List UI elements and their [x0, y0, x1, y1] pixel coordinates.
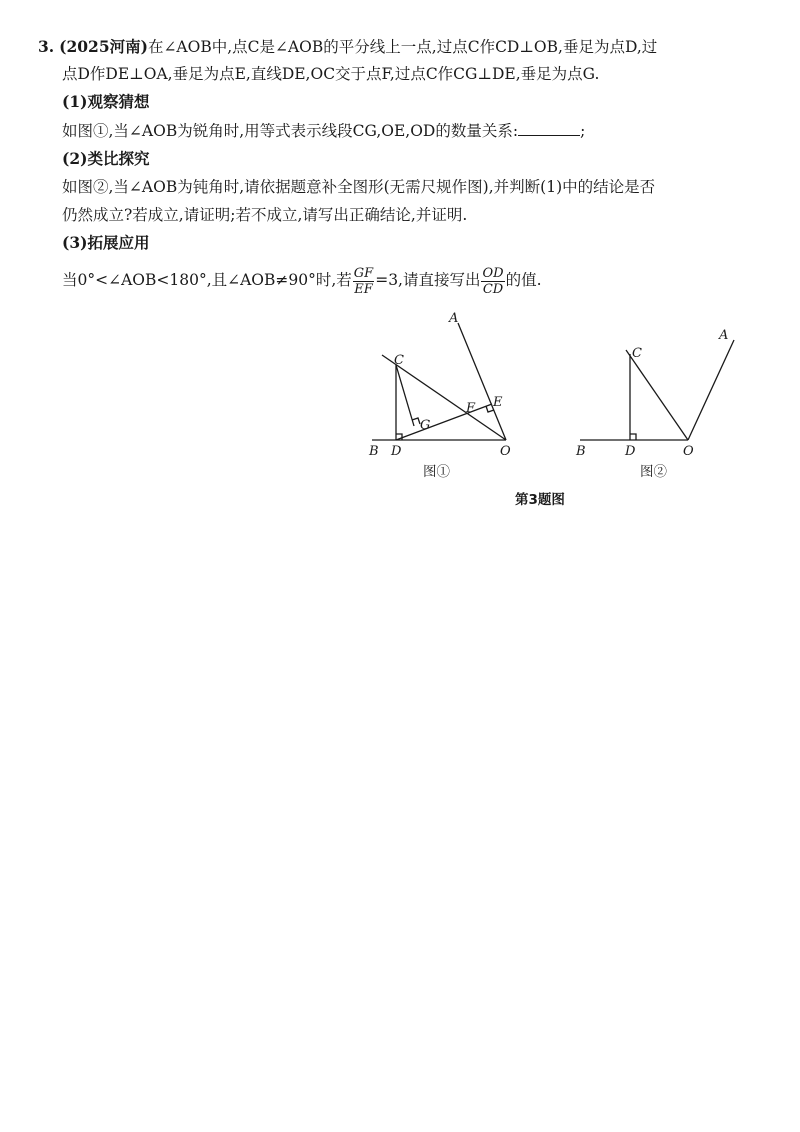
part3-prefix: 当0°<∠AOB<180°,且∠AOB≠90°时,若 — [62, 271, 352, 289]
fig1-segment-cg — [396, 365, 414, 426]
fig1-label-g: G — [420, 418, 431, 433]
problem-source: (2025河南) — [59, 37, 148, 56]
fig1-label-d: D — [391, 444, 402, 459]
fig1-ray-oa — [458, 323, 506, 440]
fig1-caption: 图① — [423, 464, 450, 480]
fig1-label-a: A — [449, 311, 459, 326]
fig1-label-c: C — [394, 353, 404, 368]
fig2-label-o: O — [683, 444, 694, 459]
part1-text: 如图①,当∠AOB为锐角时,用等式表示线段CG,OE,OD的数量关系: — [62, 122, 519, 140]
fraction-denominator: EF — [354, 281, 373, 297]
fig2-ray-oa — [688, 340, 734, 440]
part3-mid: =3,请直接写出 — [375, 271, 481, 289]
part1-title: (1)观察猜想 — [62, 92, 150, 111]
problem-number: 3. — [38, 37, 55, 56]
fig2-line-oc — [626, 350, 688, 440]
figure1-diagram — [372, 323, 506, 440]
figure-caption: 第3题图 — [515, 492, 565, 508]
fraction-numerator: GF — [353, 265, 374, 281]
fraction-numerator: OD — [482, 265, 504, 281]
geometry-figures — [0, 0, 800, 520]
fig1-label-e: E — [493, 395, 503, 410]
figure2-diagram — [580, 340, 734, 440]
fig1-label-o: O — [500, 444, 511, 459]
fig2-label-b: B — [576, 444, 586, 459]
fig2-label-c: C — [632, 346, 642, 361]
part2-line1: 如图②,当∠AOB为钝角时,请依据题意补全图形(无需尺规作图),并判断(1)中的结论是否 — [62, 178, 656, 196]
problem-stem-line2: 点D作DE⊥OA,垂足为点E,直线DE,OC交于点F,过点C作CG⊥DE,垂足为点G. — [62, 65, 600, 83]
fig2-label-a: A — [719, 328, 729, 343]
part1-end: ; — [580, 122, 586, 140]
fig1-segment-de — [396, 404, 492, 440]
part2-title: (2)类比探究 — [62, 149, 150, 168]
fig1-label-f: F — [466, 401, 476, 416]
fig2-right-angle-d — [630, 434, 636, 440]
part3-suffix: 的值. — [505, 271, 542, 289]
fraction-denominator: CD — [482, 281, 504, 297]
stem-text-1: 在∠AOB中,点C是∠AOB的平分线上一点,过点C作CD⊥OB,垂足为点D,过 — [147, 38, 658, 56]
part3-title: (3)拓展应用 — [62, 233, 150, 252]
fig2-caption: 图② — [640, 464, 667, 480]
fig1-label-b: B — [369, 444, 379, 459]
fig2-label-d: D — [625, 444, 636, 459]
part2-line2: 仍然成立?若成立,请证明;若不成立,请写出正确结论,并证明. — [62, 206, 468, 224]
